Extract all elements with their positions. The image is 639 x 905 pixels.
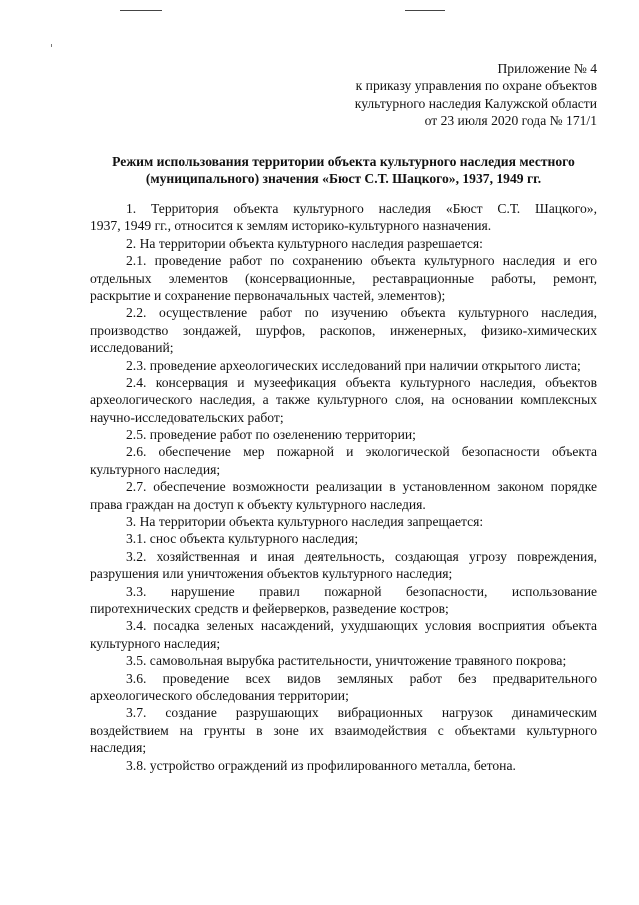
scan-artifact-line bbox=[120, 10, 162, 11]
paragraph-line: производство зондажей, шурфов, раскопов, инженерных, физико-химических bbox=[90, 322, 597, 338]
paragraph-line: археологического обследования территории; bbox=[90, 687, 349, 703]
document-body bbox=[90, 200, 597, 774]
paragraph-line: 2.2. осуществление работ по изучению объекта культурного наследия, bbox=[126, 305, 597, 321]
appendix-block bbox=[355, 60, 597, 130]
paragraph-line: 2.6. обеспечение мер пожарной и экологической безопасности объекта bbox=[126, 444, 597, 460]
scan-artifact-dot bbox=[51, 44, 52, 47]
paragraph-line: 2. На территории объекта культурного наследия разрешается: bbox=[126, 235, 483, 251]
paragraph-line: 3.3. нарушение правил пожарной безопасности, использование bbox=[126, 583, 597, 599]
document-title bbox=[90, 153, 597, 188]
paragraph-line: права граждан на доступ к объекту культурного наследия. bbox=[90, 496, 426, 512]
paragraph-line: пиротехнических средств и фейерверков, разведение костров; bbox=[90, 600, 449, 616]
paragraph-line: 3.7. создание разрушающих вибрационных нагрузок динамическим bbox=[126, 705, 597, 721]
paragraph-line: 2.4. консервация и музеефикация объекта культурного наследия, объектов bbox=[126, 374, 597, 390]
paragraph-line: 3.1. снос объекта культурного наследия; bbox=[126, 531, 359, 547]
paragraph-line: разрушения или уничтожения объектов культурного наследия; bbox=[90, 566, 453, 582]
paragraph-line: культурного наследия; bbox=[90, 635, 221, 651]
paragraph-line: археологического наследия, а также культурного слоя, на основании комплексных bbox=[90, 392, 597, 408]
paragraph-line: 2.3. проведение археологических исследований при наличии открытого листа; bbox=[126, 357, 581, 373]
paragraph-line: 2.5. проведение работ по озеленению территории; bbox=[126, 427, 416, 443]
paragraph-line: 1. Территория объекта культурного наследия «Бюст С.Т. Шацкого», bbox=[126, 201, 597, 216]
paragraph-line: 3.4. посадка зеленых насаждений, ухудшающих условия восприятия объекта bbox=[126, 618, 597, 634]
paragraph-line: научно-исследовательских работ; bbox=[90, 409, 284, 425]
title-line: (муниципального) значения «Бюст С.Т. Шацкого», 1937, 1949 гг. bbox=[145, 171, 542, 187]
paragraph-line: отдельных элементов (консервационные, реставрационные работы, ремонт, bbox=[90, 270, 597, 286]
paragraph-line: воздействием на грунты в зоне их взаимодействия с объектами культурного bbox=[90, 722, 597, 738]
scan-artifact-line bbox=[405, 10, 445, 11]
paragraph-line: раскрытие и сохранение первоначальных частей, элементов); bbox=[90, 287, 446, 303]
paragraph-line: 3.5. самовольная вырубка растительности, уничтожение травяного покрова; bbox=[126, 653, 567, 669]
paragraph-line: 3.6. проведение всех видов земляных работ без предварительного bbox=[126, 670, 597, 686]
appendix-date: от 23 июля 2020 года № 171/1 bbox=[424, 113, 597, 129]
paragraph-line: 2.1. проведение работ по сохранению объекта культурного наследия и его bbox=[126, 253, 597, 269]
appendix-authority: культурного наследия Калужской области bbox=[354, 95, 597, 111]
paragraph-line: наследия; bbox=[90, 740, 147, 756]
appendix-order-ref: к приказу управления по охране объектов bbox=[355, 78, 597, 94]
paragraph-line: 3. На территории объекта культурного наследия запрещается: bbox=[126, 514, 484, 530]
appendix-number: Приложение № 4 bbox=[497, 61, 597, 76]
paragraph-line: 3.2. хозяйственная и иная деятельность, создающая угрозу повреждения, bbox=[126, 548, 597, 564]
paragraph-line: 3.8. устройство ограждений из профилированного металла, бетона. bbox=[126, 757, 516, 773]
paragraph-line: культурного наследия; bbox=[90, 461, 221, 477]
paragraph-line: исследований; bbox=[90, 340, 174, 356]
title-line: Режим использования территории объекта культурного наследия местного bbox=[112, 154, 575, 169]
paragraph-line: 2.7. обеспечение возможности реализации в установленном законом порядке bbox=[126, 479, 597, 495]
paragraph-line: 1937, 1949 гг., относится к землям историко-культурного назначения. bbox=[90, 218, 492, 234]
